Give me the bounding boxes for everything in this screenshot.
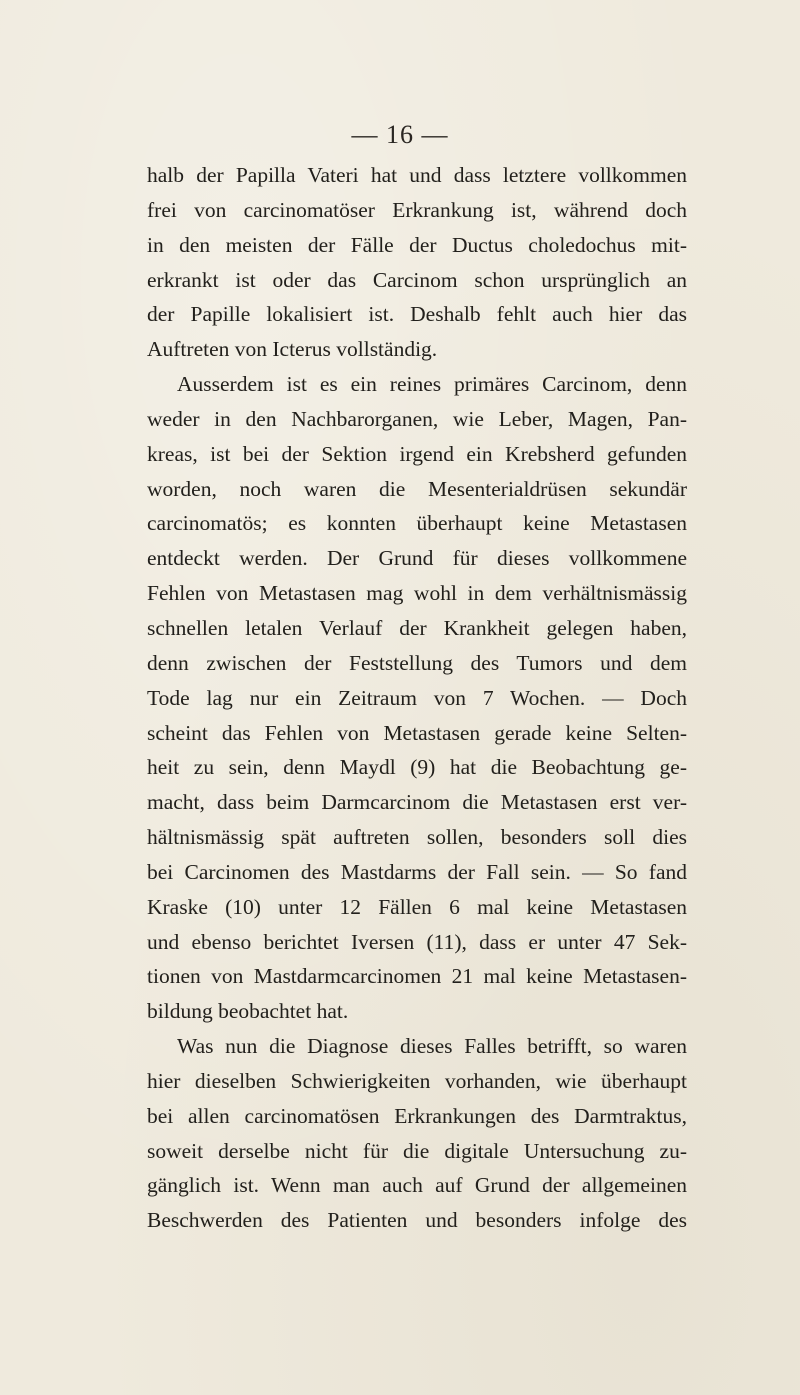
- text-line: macht, dass beim Darmcarcinom die Metastasen erst ver-: [147, 790, 687, 815]
- text-line: Fehlen von Metastasen mag wohl in dem verhältnismässig: [147, 581, 687, 606]
- text-line: Auftreten von Icterus vollständig.: [147, 337, 438, 362]
- text-line: Ausserdem ist es ein reines primäres Carcinom, denn: [177, 372, 687, 397]
- text-line: tionen von Mastdarmcarcinomen 21 mal keine Metastasen-: [147, 964, 687, 989]
- text-line: halb der Papilla Vateri hat und dass letztere vollkommen: [147, 163, 687, 187]
- text-line: Tode lag nur ein Zeitraum von 7 Wochen. — Doch: [147, 685, 687, 710]
- text-line: scheint das Fehlen von Metastasen gerade keine Selten-: [147, 720, 687, 745]
- text-line: hier dieselben Schwierigkeiten vorhanden, wie überhaupt: [147, 1068, 687, 1093]
- text-line: carcinomatös; es konnten überhaupt keine Metastasen: [147, 511, 687, 536]
- text-line: bildung beobachtet hat.: [147, 999, 349, 1024]
- text-line: und ebenso berichtet Iversen (11), dass er unter 47 Sek-: [147, 929, 687, 954]
- text-line: hältnismässig spät auftreten sollen, besonders soll dies: [147, 825, 687, 850]
- text-line: heit zu sein, denn Maydl (9) hat die Beobachtung ge-: [147, 755, 687, 780]
- text-line: denn zwischen der Feststellung des Tumors und dem: [147, 650, 687, 675]
- text-line: weder in den Nachbarorganen, wie Leber, Magen, Pan-: [147, 406, 687, 431]
- text-line: Beschwerden des Patienten und besonders infolge des: [147, 1208, 687, 1233]
- text-line: schnellen letalen Verlauf der Krankheit gelegen haben,: [147, 615, 687, 640]
- text-line: entdeckt werden. Der Grund für dieses vollkommene: [147, 546, 687, 571]
- text-line: frei von carcinomatöser Erkrankung ist, während doch: [147, 197, 687, 222]
- text-line: Kraske (10) unter 12 Fällen 6 mal keine Metastasen: [147, 894, 687, 919]
- text-line: gänglich ist. Wenn man auch auf Grund der allgemeinen: [147, 1173, 687, 1198]
- body-text: [147, 158, 687, 1238]
- text-line: kreas, ist bei der Sektion irgend ein Krebsherd gefunden: [147, 441, 687, 466]
- text-line: erkrankt ist oder das Carcinom schon ursprünglich an: [147, 267, 687, 292]
- text-line: bei allen carcinomatösen Erkrankungen des Darmtraktus,: [147, 1103, 687, 1128]
- text-line: der Papille lokalisiert ist. Deshalb fehlt auch hier das: [147, 302, 687, 327]
- text-line: worden, noch waren die Mesenterialdrüsen sekundär: [147, 476, 687, 501]
- text-line: soweit derselbe nicht für die digitale Untersuchung zu-: [147, 1138, 687, 1163]
- text-line: Was nun die Diagnose dieses Falles betrifft, so waren: [177, 1034, 687, 1059]
- text-line: in den meisten der Fälle der Ductus choledochus mit-: [147, 232, 687, 257]
- page-number: — 16 —: [351, 120, 449, 149]
- text-line: bei Carcinomen des Mastdarms der Fall sein. — So fand: [147, 859, 687, 884]
